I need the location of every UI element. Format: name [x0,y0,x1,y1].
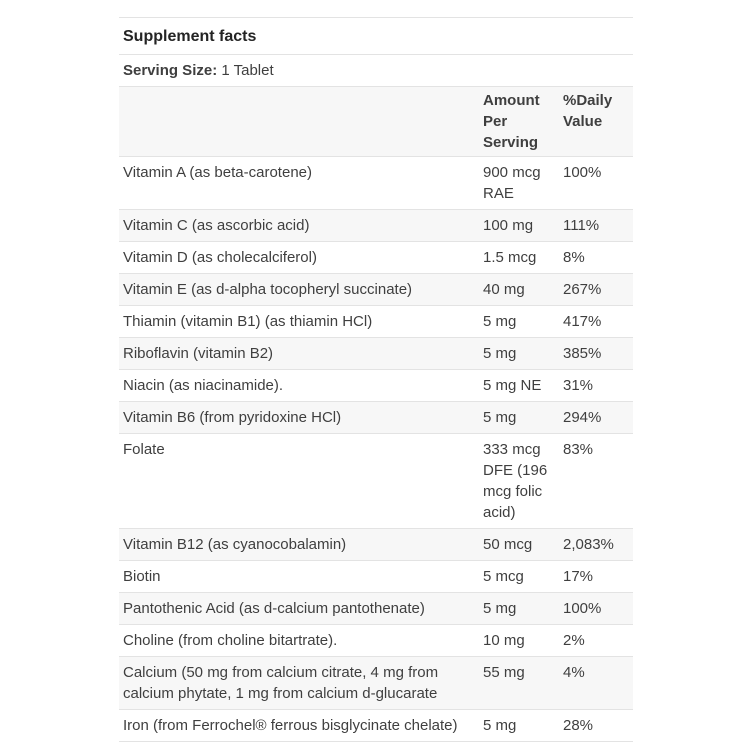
table-row [119,710,633,742]
amount-value: 5 mg [483,600,517,617]
daily-value: 8% [563,249,585,266]
ingredient-name: Vitamin B6 (from pyridoxine HCl) [123,409,342,426]
ingredient-name: Riboflavin (vitamin B2) [123,345,274,362]
amount-value: 40 mg [483,281,525,298]
ingredient-name: Biotin [123,568,161,585]
ingredient-name: Pantothenic Acid (as d-calcium pantothenate) [123,600,425,617]
serving-size-value: 1 Tablet [221,62,274,79]
ingredient-name: Vitamin E (as d-alpha tocopheryl succinate) [123,281,413,298]
daily-value: 4% [563,664,585,681]
table-row [119,210,633,242]
daily-value: 417% [563,313,602,330]
amount-value: 50 mcg [483,536,533,553]
daily-value: 28% [563,717,594,734]
daily-value: 2,083% [563,536,614,553]
table-row [119,306,633,338]
ingredient-name: Vitamin A (as beta-carotene) [123,164,312,181]
table-row [119,625,633,657]
daily-value: 17% [563,568,594,585]
daily-value: 385% [563,345,602,362]
ingredient-name: Vitamin C (as ascorbic acid) [123,217,310,234]
amount-value: 333 mcg DFE (196 mcg folic acid) [483,441,548,521]
table-row [119,338,633,370]
ingredient-name: Choline (from choline bitartrate). [123,632,338,649]
column-header-row [119,87,633,157]
amount-value: 55 mg [483,664,525,681]
ingredient-name: Folate [123,441,165,458]
daily-value: 267% [563,281,602,298]
amount-value: 100 mg [483,217,534,234]
amount-value: 5 mg [483,717,517,734]
amount-value: 1.5 mcg [483,249,537,266]
ingredient-name: Iron (from Ferrochel® ferrous bisglycinate chelate) [123,717,458,734]
table-row [119,434,633,529]
column-header-daily-value: %Daily Value [563,92,613,130]
daily-value: 2% [563,632,585,649]
ingredient-name: Vitamin B12 (as cyanocobalamin) [123,536,347,553]
amount-value: 5 mg NE [483,377,542,394]
ingredient-name: Calcium (50 mg from calcium citrate, 4 mg from calcium phytate, 1 mg from calcium d-glucarate [123,664,439,702]
amount-value: 5 mg [483,409,517,426]
amount-value: 900 mcg RAE [483,164,541,202]
serving-size-row [119,55,633,87]
daily-value: 111% [563,217,600,234]
table-row [119,242,633,274]
table-row [119,370,633,402]
table-row [119,561,633,593]
ingredient-name: Niacin (as niacinamide). [123,377,284,394]
table-body [119,157,633,742]
daily-value: 83% [563,441,594,458]
daily-value: 31% [563,377,594,394]
table-row [119,657,633,710]
table-row [119,593,633,625]
amount-value: 10 mg [483,632,525,649]
daily-value: 100% [563,600,602,617]
supplement-facts-table [119,17,633,742]
column-header-amount-per-serving: Amount Per Serving [483,92,540,151]
ingredient-name: Vitamin D (as cholecalciferol) [123,249,317,266]
table-row [119,157,633,210]
daily-value: 100% [563,164,602,181]
supplement-facts-title: Supplement facts [119,18,633,55]
table-row [119,529,633,561]
daily-value: 294% [563,409,602,426]
ingredient-name: Thiamin (vitamin B1) (as thiamin HCl) [123,313,373,330]
table-row [119,402,633,434]
amount-value: 5 mg [483,345,517,362]
table-row [119,274,633,306]
amount-value: 5 mg [483,313,517,330]
serving-size-label: Serving Size: [123,62,218,79]
amount-value: 5 mcg [483,568,524,585]
